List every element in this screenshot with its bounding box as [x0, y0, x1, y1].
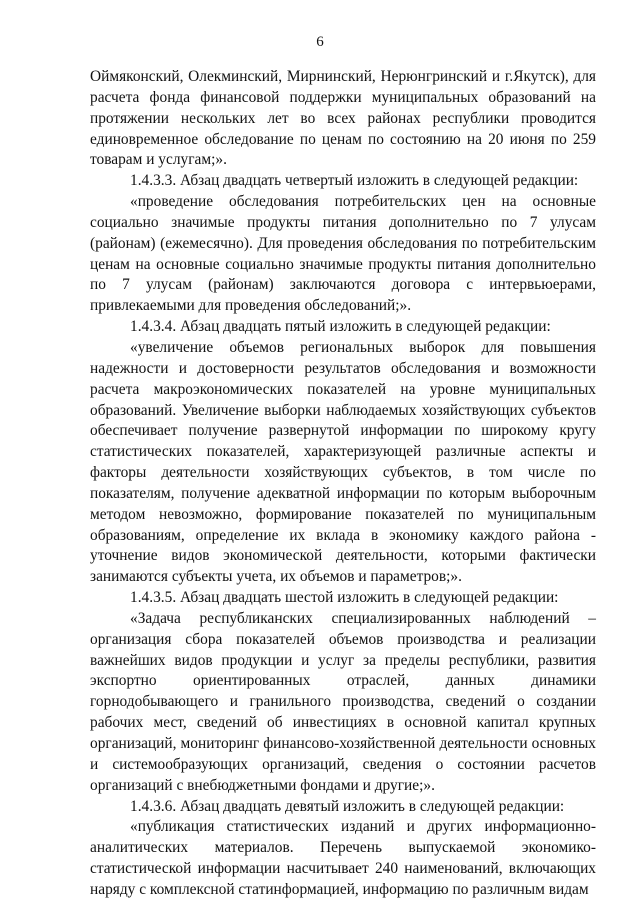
paragraph-amendment-heading: 1.4.3.6. Абзац двадцать девятый изложить в следующей редакции: — [130, 797, 565, 815]
paragraph-amendment-text: «Задача республиканских специализированных наблюдений – организация сбора показателей объемов производства и реализации важнейших видов продукции и услуг за пределы республики, развития экспортно ориентированных отраслей, данных динамики горнодобывающего и гранильного производства, сведений о создании рабочих мест, сведений об инвестициях в основной капитал крупных организаций, мониторинг финансово-хозяйственной деятельности основных и системообразующих организаций, сведения о состоянии расчетов организаций с внебюджетными фондами и другие;». — [90, 609, 596, 794]
paragraph-amendment-text: «увеличение объемов региональных выборок для повышения надежности и достоверности результатов обследования и возможности расчета макроэкономических показателей на уровне муниципальных образований. Увеличение выборки наблюдаемых хозяйствующих субъектов обеспечивает получение развернутой информации по широкому кругу статистических показателей, характеризующей различные аспекты и факторы деятельности хозяйствующих субъектов, в том числе по показателям, получение адекватной информации по которым выборочным методом невозможно, формирование показателей по муниципальным образованиям, определение их вклада в экономику каждого района - уточнение видов экономической деятельности, которыми фактически занимаются субъекты учета, их объемов и параметров;». — [90, 338, 596, 586]
paragraph-amendment-text: «проведение обследования потребительских цен на основные социально значимые продукты питания дополнительно по 7 улусам (районам) (ежемесячно). Для проведения обследования по потребительским ценам на основные социально значимые продукты питания дополнительно по 7 улусам (районам) заключаются договора с интервьюерами, привлекаемыми для проведения обследований;». — [90, 193, 596, 315]
paragraph-amendment-text: «публикация статистических изданий и других информационно-аналитических материалов. Перечень выпускаемой экономико-статистической информации насчитывает 240 наименований, включающих наряду с комплексной статинформацией, информацию по различным видам — [90, 818, 596, 898]
paragraph-amendment-heading: 1.4.3.3. Абзац двадцать четвертый изложить в следующей редакции: — [130, 172, 579, 190]
paragraph-continuation: Оймяконский, Олекминский, Мирнинский, Нерюнгринский и г.Якутск), для расчета фонда финансовой поддержки муниципальных образований на протяжении нескольких лет во всех районах республики проводится единовременное обследование по ценам по состоянию на 20 июня по 259 товарам и услугам;». — [90, 68, 596, 169]
document-body — [90, 67, 596, 901]
paragraph-amendment-heading: 1.4.3.4. Абзац двадцать пятый изложить в следующей редакции: — [130, 318, 551, 336]
paragraph-amendment-heading: 1.4.3.5. Абзац двадцать шестой изложить в следующей редакции: — [130, 589, 559, 607]
page-number: 6 — [316, 34, 324, 50]
